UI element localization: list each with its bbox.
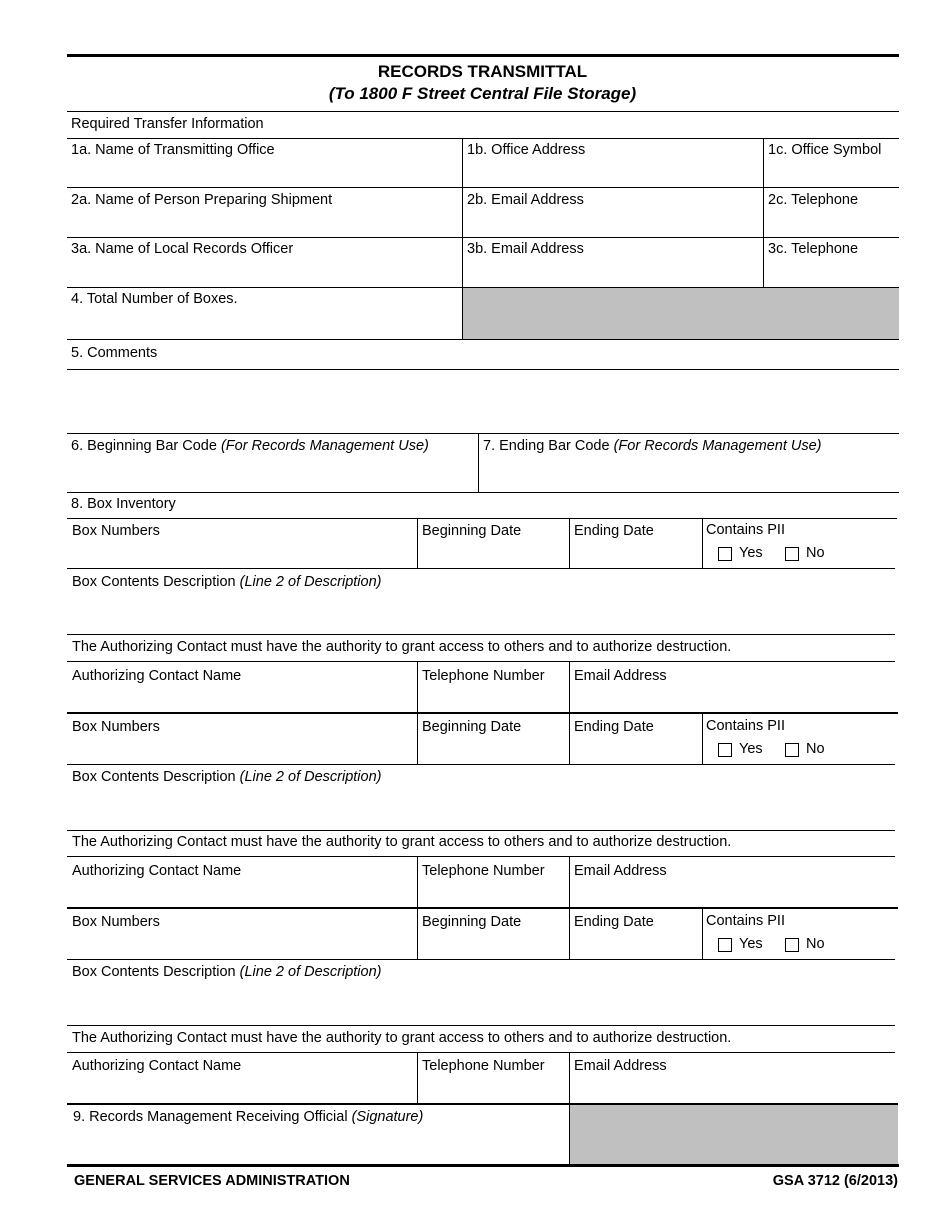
field-4-total-boxes[interactable]: 4. Total Number of Boxes. (71, 291, 238, 307)
authorizing-contact-name-field[interactable]: Authorizing Contact Name (72, 1058, 242, 1074)
bottom-border (67, 1164, 899, 1167)
field-7-label: 7. Ending Bar Code (483, 438, 610, 454)
box-numbers-field[interactable]: Box Numbers (72, 523, 160, 539)
pii-no-checkbox[interactable] (785, 743, 799, 757)
email-address-field[interactable]: Email Address (574, 1058, 667, 1074)
description-note: (Line 2 of Description) (239, 574, 382, 590)
rule (67, 138, 899, 139)
rule (67, 237, 899, 238)
telephone-number-field[interactable]: Telephone Number (422, 1058, 545, 1074)
box-contents-description[interactable] (72, 964, 381, 981)
rule (67, 712, 898, 714)
pii-no-checkbox[interactable] (785, 547, 799, 561)
field-3b-email[interactable]: 3b. Email Address (467, 241, 584, 257)
column-divider (417, 856, 418, 908)
column-divider (702, 909, 703, 959)
column-divider (569, 518, 570, 568)
rule (67, 187, 899, 188)
field-1a-transmitting-office[interactable]: 1a. Name of Transmitting Office (71, 142, 275, 158)
column-divider (702, 714, 703, 764)
email-address-field[interactable]: Email Address (574, 668, 667, 684)
top-border (67, 54, 899, 57)
column-divider (569, 714, 570, 764)
rule (67, 634, 895, 635)
column-divider (417, 518, 418, 568)
pii-no-label: No (806, 936, 825, 952)
footer-agency: GENERAL SERVICES ADMINISTRATION (74, 1173, 350, 1189)
description-label: Box Contents Description (72, 574, 236, 590)
rule (67, 661, 895, 662)
shaded-area (570, 1105, 898, 1164)
field-3a-records-officer[interactable]: 3a. Name of Local Records Officer (71, 241, 294, 257)
box-numbers-field[interactable]: Box Numbers (72, 719, 160, 735)
field-7-ending-bar-code[interactable] (483, 438, 822, 455)
form-subtitle: (To 1800 F Street Central File Storage) (328, 84, 637, 103)
rule (67, 518, 897, 519)
pii-yes-checkbox[interactable] (718, 938, 732, 952)
description-label: Box Contents Description (72, 769, 236, 785)
contains-pii-label: Contains PII (706, 913, 785, 929)
field-7-note: (For Records Management Use) (613, 438, 822, 454)
telephone-number-field[interactable]: Telephone Number (422, 863, 545, 879)
field-6-note: (For Records Management Use) (220, 438, 429, 454)
pii-yes-checkbox[interactable] (718, 743, 732, 757)
pii-yes-label: Yes (739, 741, 763, 757)
box-contents-description[interactable] (72, 769, 381, 786)
authorizing-contact-name-field[interactable]: Authorizing Contact Name (72, 668, 242, 684)
rule (67, 568, 895, 569)
rule (67, 1052, 895, 1053)
description-note: (Line 2 of Description) (239, 964, 382, 980)
authorizing-contact-name-field[interactable]: Authorizing Contact Name (72, 863, 242, 879)
field-8-box-inventory: 8. Box Inventory (71, 496, 176, 512)
column-divider (763, 138, 764, 287)
authority-note: The Authorizing Contact must have the authority to grant access to others and to authorize destruction. (72, 639, 732, 655)
contains-pii-label: Contains PII (706, 522, 785, 538)
rule (67, 1025, 895, 1026)
beginning-date-field[interactable]: Beginning Date (422, 914, 522, 930)
column-divider (702, 518, 703, 568)
rule (67, 369, 899, 370)
column-divider (417, 909, 418, 959)
rule (67, 433, 899, 434)
beginning-date-field[interactable]: Beginning Date (422, 523, 522, 539)
telephone-number-field[interactable]: Telephone Number (422, 668, 545, 684)
pii-yes-checkbox[interactable] (718, 547, 732, 561)
field-1b-office-address[interactable]: 1b. Office Address (467, 142, 586, 158)
description-note: (Line 2 of Description) (239, 769, 382, 785)
field-2b-email[interactable]: 2b. Email Address (467, 192, 584, 208)
beginning-date-field[interactable]: Beginning Date (422, 719, 522, 735)
box-contents-description[interactable] (72, 574, 381, 591)
field-9-receiving-official[interactable] (73, 1109, 423, 1126)
rule (67, 492, 899, 493)
field-6-label: 6. Beginning Bar Code (71, 438, 217, 454)
section-header: Required Transfer Information (71, 116, 264, 132)
field-3c-telephone[interactable]: 3c. Telephone (768, 241, 859, 257)
column-divider (569, 909, 570, 959)
footer-form-number: GSA 3712 (6/2013) (772, 1173, 898, 1189)
ending-date-field[interactable]: Ending Date (574, 914, 654, 930)
field-9-note: (Signature) (351, 1109, 424, 1125)
shaded-area (463, 288, 899, 339)
rule (67, 764, 895, 765)
column-divider (569, 856, 570, 908)
pii-no-label: No (806, 741, 825, 757)
field-5-comments[interactable]: 5. Comments (71, 345, 158, 361)
rule (67, 339, 899, 340)
box-numbers-field[interactable]: Box Numbers (72, 914, 160, 930)
authority-note: The Authorizing Contact must have the authority to grant access to others and to authorize destruction. (72, 834, 732, 850)
field-2c-telephone[interactable]: 2c. Telephone (768, 192, 859, 208)
rule (67, 856, 895, 857)
rule (67, 111, 899, 112)
rule (67, 907, 898, 909)
pii-no-label: No (806, 545, 825, 561)
column-divider (417, 714, 418, 764)
contains-pii-label: Contains PII (706, 718, 785, 734)
pii-no-checkbox[interactable] (785, 938, 799, 952)
field-6-beginning-bar-code[interactable] (71, 438, 429, 455)
field-2a-person-preparing[interactable]: 2a. Name of Person Preparing Shipment (71, 192, 333, 208)
ending-date-field[interactable]: Ending Date (574, 523, 654, 539)
pii-yes-label: Yes (739, 545, 763, 561)
column-divider (417, 1052, 418, 1103)
rule (67, 959, 895, 960)
email-address-field[interactable]: Email Address (574, 863, 667, 879)
field-1c-office-symbol[interactable]: 1c. Office Symbol (768, 142, 882, 158)
column-divider (478, 433, 479, 492)
ending-date-field[interactable]: Ending Date (574, 719, 654, 735)
form-title: RECORDS TRANSMITTAL (377, 62, 588, 81)
column-divider (417, 661, 418, 713)
field-9-label: 9. Records Management Receiving Official (73, 1109, 348, 1125)
pii-yes-label: Yes (739, 936, 763, 952)
column-divider (569, 661, 570, 713)
authority-note: The Authorizing Contact must have the authority to grant access to others and to authorize destruction. (72, 1030, 732, 1046)
rule (67, 830, 895, 831)
description-label: Box Contents Description (72, 964, 236, 980)
